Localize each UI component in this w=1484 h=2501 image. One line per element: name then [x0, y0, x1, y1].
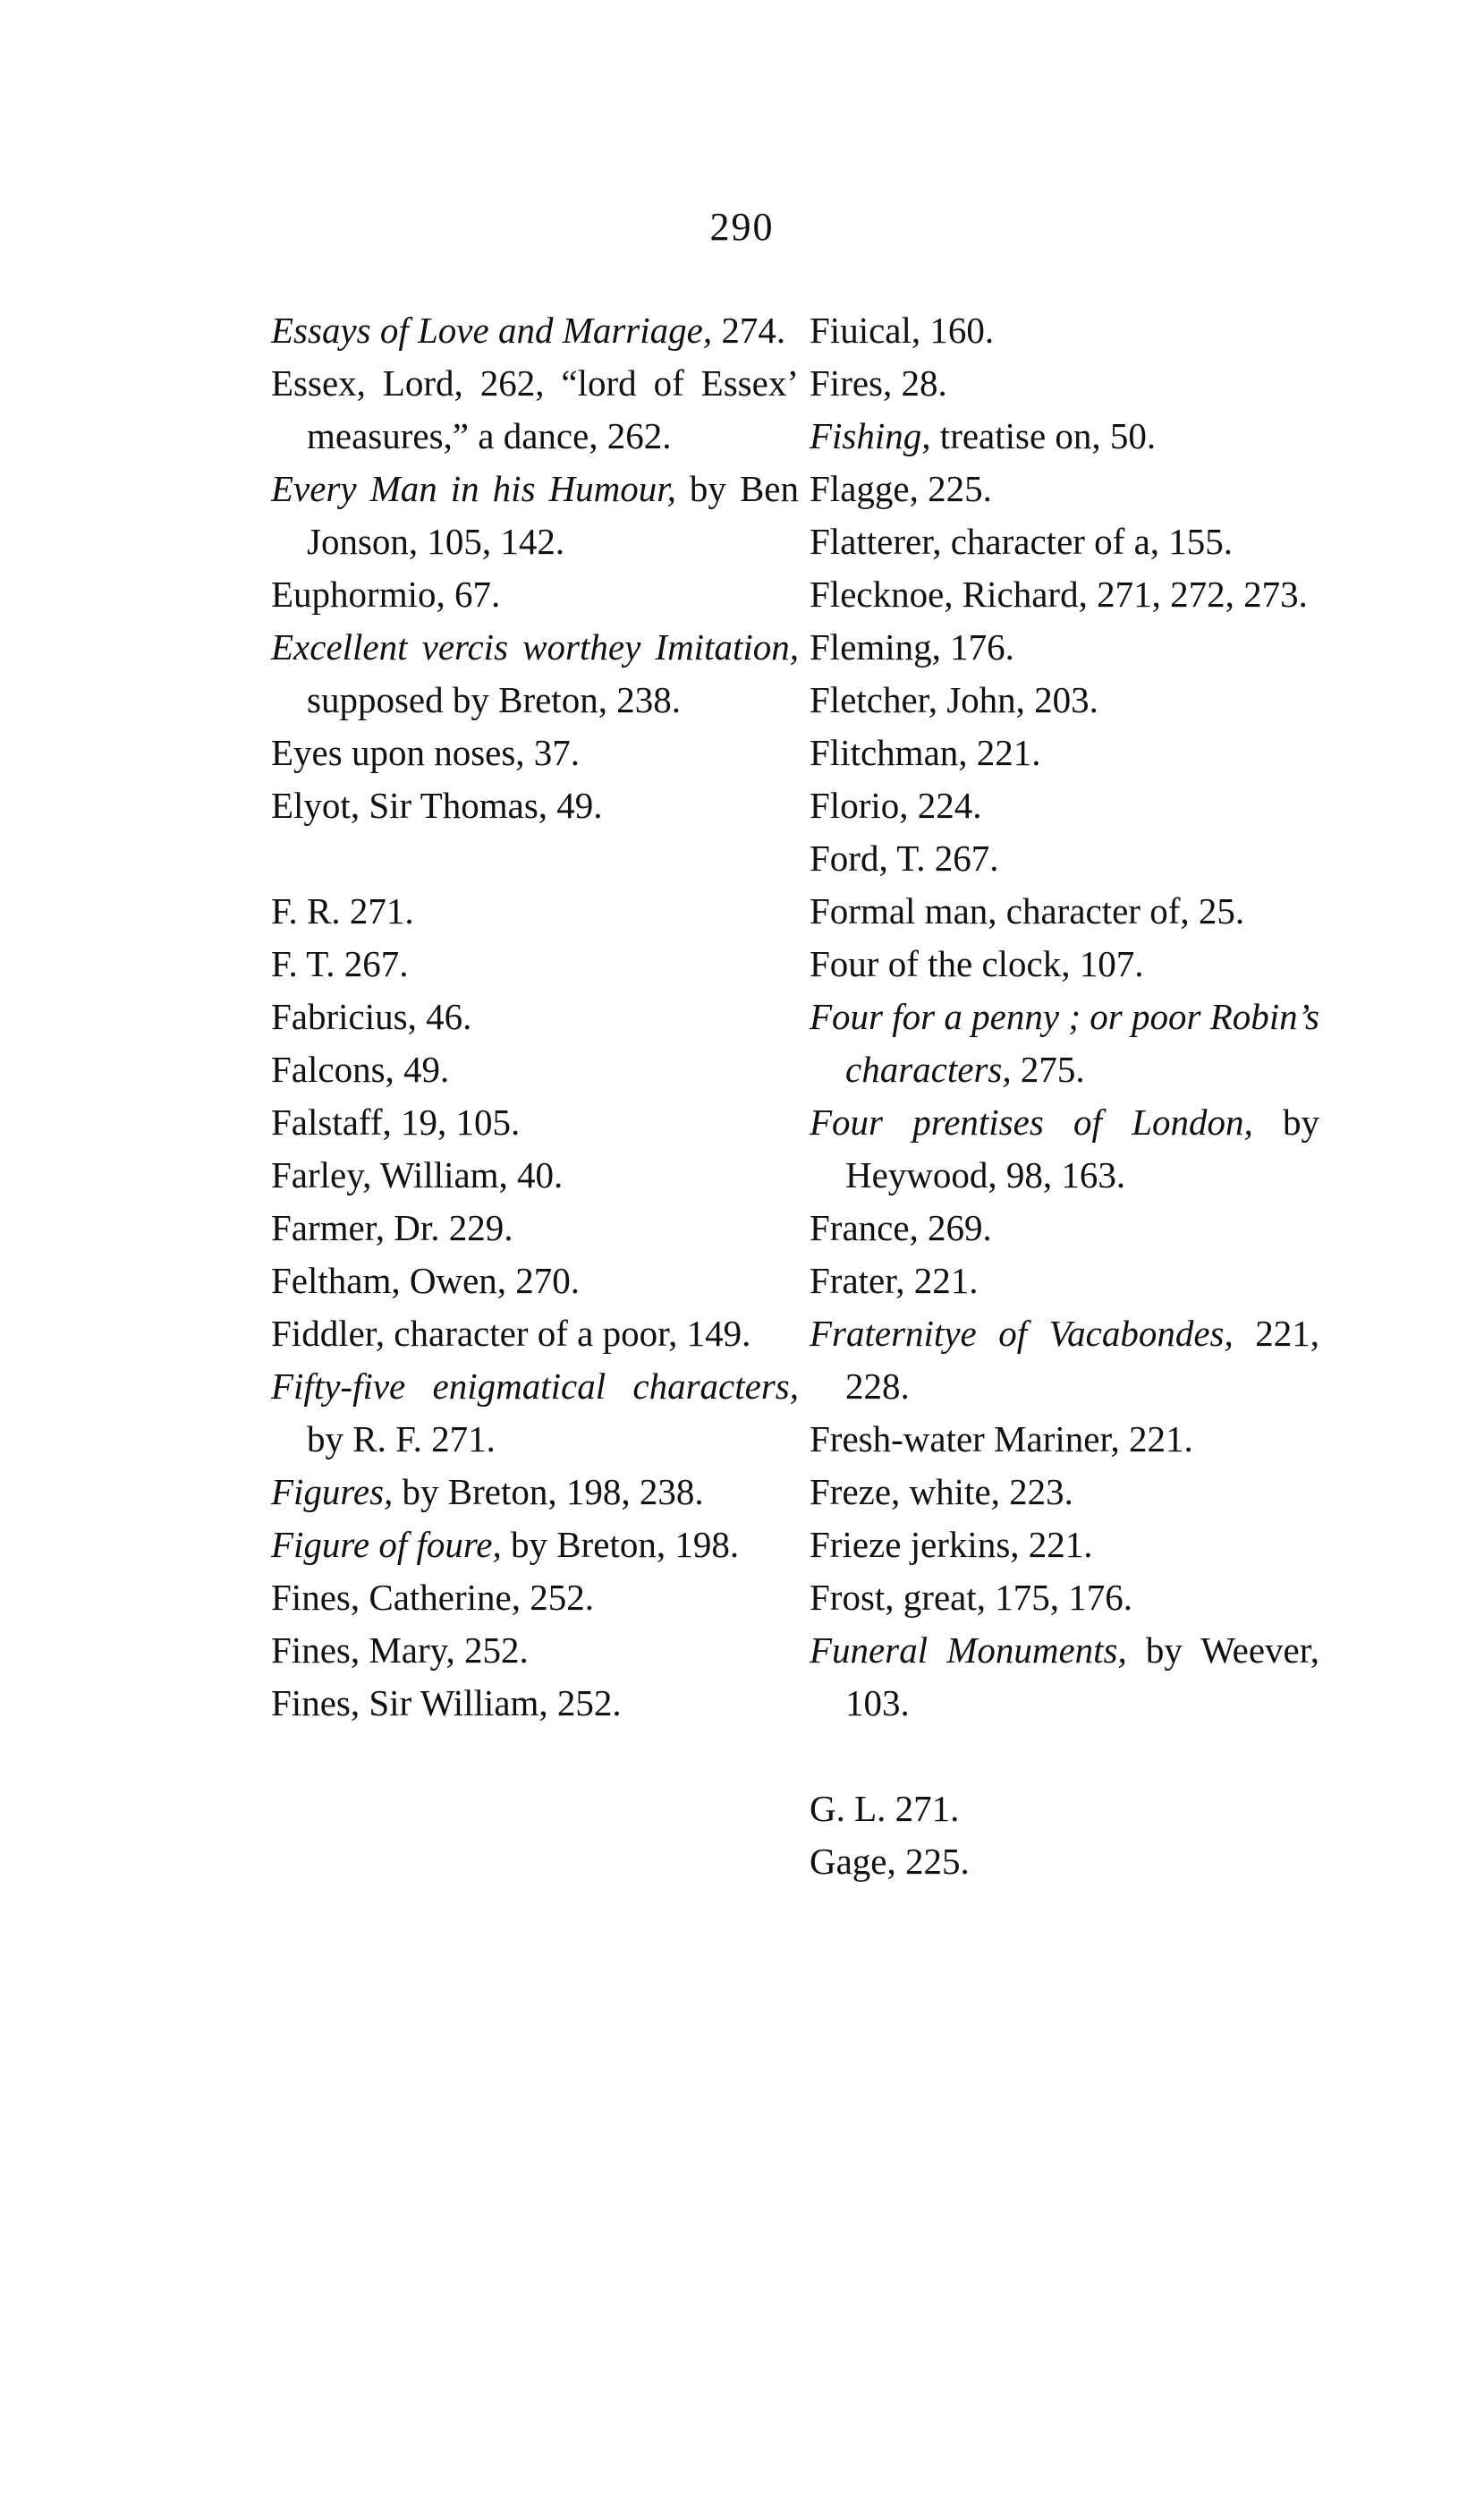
entry-text: Freze, white, 223. [810, 1471, 1073, 1512]
entry-title-italic: Fifty-five enigmatical characters, [271, 1365, 799, 1407]
index-entry [271, 885, 799, 938]
entry-text: Fresh-water Mariner, 221. [810, 1418, 1193, 1459]
entry-reference: by Breton, 198, 238. [393, 1471, 704, 1512]
index-entry [271, 1571, 799, 1624]
index-entry [810, 832, 1319, 885]
index-entry [271, 568, 799, 621]
entry-title-italic: Fishing, [810, 415, 931, 456]
index-entry [810, 1255, 1319, 1307]
entry-text: Fines, Sir William, 252. [271, 1682, 622, 1723]
entry-text: Frieze jerkins, 221. [810, 1524, 1093, 1565]
entry-title-italic: Figure of foure, [271, 1524, 502, 1565]
entry-text: Flatterer, character of a, 155. [810, 521, 1234, 562]
index-entry [810, 1202, 1319, 1255]
index-entry [810, 410, 1319, 463]
entry-text: Eyes upon noses, 37. [271, 732, 581, 773]
index-entry [271, 304, 799, 357]
entry-text: Falcons, 49. [271, 1049, 450, 1090]
index-entry [810, 304, 1319, 357]
entry-text: Fiddler, character of a poor, 149. [271, 1313, 751, 1354]
index-entry [271, 1466, 799, 1518]
entry-title-italic: Funeral Monuments, [810, 1629, 1127, 1671]
entry-text: G. L. 271. [810, 1788, 960, 1829]
entry-text: Fletcher, John, 203. [810, 679, 1098, 720]
index-entry [810, 1466, 1319, 1518]
index-entry [271, 1202, 799, 1255]
index-entry [271, 1149, 799, 1202]
index-entry [271, 938, 799, 991]
index-entry [810, 463, 1319, 515]
index-entry [271, 1624, 799, 1677]
entry-title-italic: Four prentises of London, [810, 1102, 1253, 1143]
entry-text: Flitchman, 221. [810, 732, 1041, 773]
index-entry [271, 1255, 799, 1307]
page-number: 290 [709, 205, 775, 249]
index-entry [271, 991, 799, 1043]
entry-title-italic: Fraternitye of Vacabondes, [810, 1313, 1234, 1354]
index-entry [810, 1413, 1319, 1466]
entry-text: Flecknoe, Richard, 271, 272, 273. [810, 574, 1308, 615]
entry-text: Formal man, character of, 25. [810, 890, 1245, 931]
entry-title-italic: Every Man in his Humour, [271, 468, 676, 509]
entry-reference: 275. [1011, 1049, 1085, 1090]
entry-reference: supposed by Breton, 238. [307, 679, 681, 720]
entry-text: F. T. 267. [271, 943, 409, 984]
entry-text: Feltham, Owen, 270. [271, 1260, 581, 1301]
index-entry [271, 1677, 799, 1730]
index-entry [810, 674, 1319, 727]
index-entry [810, 991, 1319, 1096]
entry-text: Ford, T. 267. [810, 838, 999, 879]
section-gap [810, 1730, 1319, 1782]
entry-text: Florio, 224. [810, 785, 982, 826]
index-entry [810, 779, 1319, 832]
index-entry [271, 1307, 799, 1360]
entry-reference: 274. [712, 310, 786, 351]
entry-text: Frater, 221. [810, 1260, 979, 1301]
entry-text: Essex, Lord, 262, “lord of Essex’ measures,” a dance, 262. [271, 362, 799, 456]
entry-text: Euphormio, 67. [271, 574, 501, 615]
index-entry [810, 727, 1319, 779]
index-entry [810, 357, 1319, 410]
entry-text: Flagge, 225. [810, 468, 992, 509]
index-entry [810, 1571, 1319, 1624]
entry-text: Farmer, Dr. 229. [271, 1207, 513, 1248]
entry-text: Four of the clock, 107. [810, 943, 1144, 984]
entry-reference: 221, 228. [845, 1313, 1320, 1407]
entry-text: Farley, William, 40. [271, 1154, 564, 1195]
section-gap [271, 832, 799, 885]
index-entry [810, 515, 1319, 568]
index-entry [810, 1096, 1319, 1202]
index-entry [810, 885, 1319, 938]
entry-text: F. R. 271. [271, 890, 414, 931]
entry-text: France, 269. [810, 1207, 992, 1248]
entry-reference: treatise on, 50. [930, 415, 1157, 456]
entry-reference: by Heywood, 98, 163. [845, 1102, 1320, 1195]
index-entry [810, 1307, 1319, 1413]
entry-text: Fires, 28. [810, 362, 947, 404]
index-entry [271, 463, 799, 568]
index-entry [810, 621, 1319, 674]
index-entry [271, 727, 799, 779]
index-entry [271, 1043, 799, 1096]
entry-reference: by Ben Jonson, 105, 142. [307, 468, 799, 562]
entry-reference: by R. F. 271. [307, 1418, 496, 1459]
entry-text: Fines, Catherine, 252. [271, 1577, 594, 1618]
entry-text: Elyot, Sir Thomas, 49. [271, 785, 603, 826]
entry-title-italic: Figures, [271, 1471, 394, 1512]
entry-title-italic: Excellent vercis worthey Imitation, [271, 626, 799, 668]
index-entry [810, 1835, 1319, 1888]
index-entry [271, 1096, 799, 1149]
entry-reference: by Weever, 103. [845, 1629, 1319, 1723]
entry-reference: by Breton, 198. [501, 1524, 740, 1565]
index-column-left [271, 304, 799, 1730]
entry-title-italic: Four for a penny ; or poor Robin’s characters, [810, 996, 1319, 1090]
index-entry [271, 621, 799, 727]
entry-text: Fines, Mary, 252. [271, 1629, 529, 1671]
index-entry [810, 1782, 1319, 1835]
entry-text: Fabricius, 46. [271, 996, 472, 1037]
index-entry [271, 1360, 799, 1466]
entry-text: Gage, 225. [810, 1841, 970, 1882]
index-entry [810, 1624, 1319, 1730]
entry-text: Fleming, 176. [810, 626, 1014, 668]
entry-title-italic: Essays of Love and Marriage, [271, 310, 713, 351]
entry-text: Fiuical, 160. [810, 310, 995, 351]
entry-text: Falstaff, 19, 105. [271, 1102, 521, 1143]
index-entry [810, 568, 1319, 621]
index-entry [810, 938, 1319, 991]
index-column-right [810, 304, 1319, 1888]
index-entry [271, 357, 799, 463]
index-entry [810, 1518, 1319, 1571]
index-entry [271, 779, 799, 832]
entry-text: Frost, great, 175, 176. [810, 1577, 1132, 1618]
index-entry [271, 1518, 799, 1571]
